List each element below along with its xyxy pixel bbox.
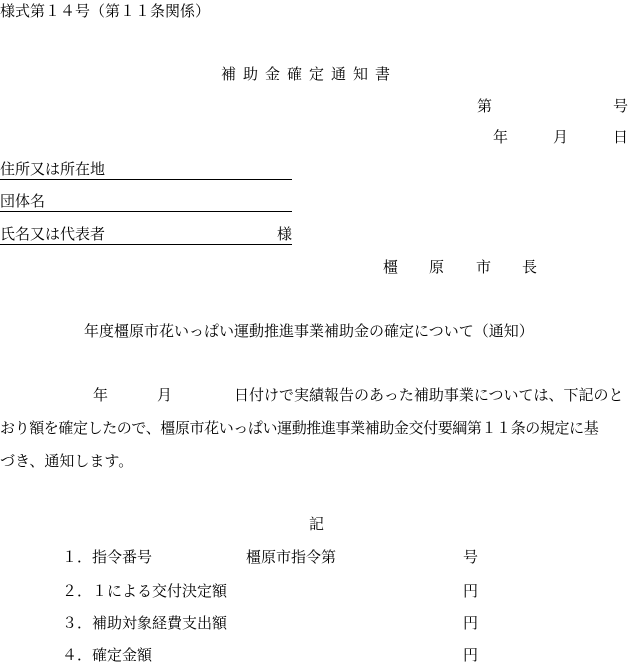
body-month: 月	[157, 386, 173, 404]
item-unit: 円	[463, 582, 479, 600]
doc-no-prefix: 第	[477, 97, 493, 115]
sender-char-2: 原	[429, 258, 445, 276]
item-label: 補助対象経費支出額	[92, 614, 228, 632]
item-unit: 号	[463, 548, 479, 566]
item-number: ４．	[62, 646, 93, 664]
date-month: 月	[553, 128, 569, 146]
sender-char-4: 長	[522, 258, 538, 276]
doc-no-suffix: 号	[613, 97, 629, 115]
body-line-1: 日付けで実績報告のあった補助事業については、下記のと	[234, 386, 624, 404]
subject: 年度橿原市花いっぱい運動推進事業補助金の確定について（通知）	[84, 322, 534, 340]
honorific: 様	[276, 225, 292, 243]
address-label: 住所又は所在地	[0, 160, 106, 178]
form-number: 様式第１４号（第１１条関係）	[0, 2, 211, 20]
item-number: ３．	[62, 614, 93, 632]
item-label: 指令番号	[92, 548, 153, 566]
body-line-2: おり額を確定したので、橿原市花いっぱい運動推進事業補助金交付要綱第１１条の規定に基	[0, 419, 599, 437]
item-unit: 円	[463, 646, 479, 664]
organization-label: 団体名	[0, 192, 46, 210]
body-line-3: づき、通知します。	[0, 452, 134, 470]
item-number: ２．	[62, 582, 93, 600]
sender-char-3: 市	[476, 258, 492, 276]
ki-heading: 記	[309, 515, 325, 533]
item-number: １．	[62, 548, 93, 566]
sender-char-1: 橿	[383, 258, 399, 276]
date-year: 年	[493, 128, 509, 146]
address-line	[0, 162, 292, 180]
document-title: 補助金確定通知書	[221, 65, 398, 83]
representative-label: 氏名又は代表者	[0, 225, 106, 243]
item-label: 確定金額	[92, 646, 153, 664]
item-unit: 円	[463, 614, 479, 632]
representative-line	[0, 227, 292, 245]
body-year: 年	[93, 386, 109, 404]
item-value: 橿原市指令第	[246, 548, 337, 566]
organization-line	[0, 194, 292, 212]
item-label: １による交付決定額	[92, 582, 228, 600]
date-day: 日	[613, 128, 629, 146]
